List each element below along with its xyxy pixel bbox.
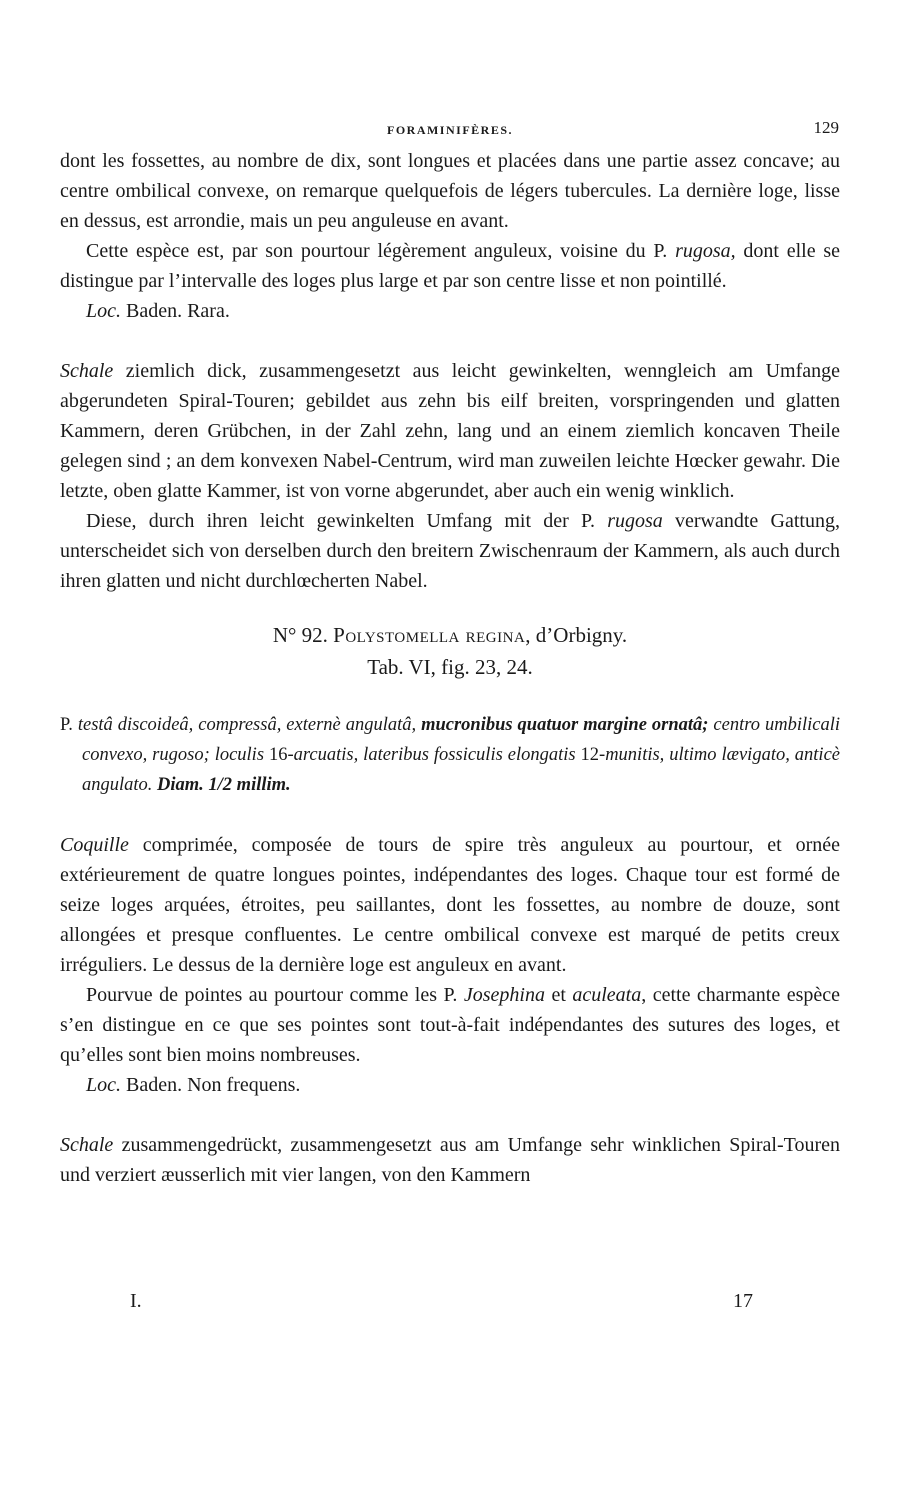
text-run: mucronibus quatuor margine ornatâ;: [421, 715, 709, 735]
text-run: comprimée, composée de tours de spire très anguleux au pourtour, et ornée extérieurement de quatre longues pointes, indépendantes des loges. Chaque tour est formé de seize loges arquées, étroites, peu saillantes, dont les fossettes, au nombre de douze, sont allongées et presque confluentes. Le centre ombilical convexe est marqué de petits creux irréguliers. Le dessus de la dernière loge est anguleux en avant.: [60, 834, 840, 976]
signature-mark: I.: [130, 1290, 142, 1312]
loc-label: Loc.: [86, 1074, 121, 1096]
text-run: verwandte Gattung, unterscheidet sich von derselben durch den breitern Zwischenraum der Kammern, als auch durch ihren glatten und nicht durchlœcherten Nabel.: [60, 510, 840, 592]
text-run: -munitis, ultimo lævigato, anticè angulato.: [82, 745, 840, 795]
sheet-number: 17: [733, 1290, 753, 1312]
text-run: et: [544, 984, 573, 1006]
text-run: Pourvue de pointes au pourtour comme les P.: [86, 984, 464, 1006]
text-run: Baden. Non frequens.: [121, 1074, 301, 1096]
coquille-label: Coquille: [60, 834, 129, 856]
paragraph-locality-2: [60, 1070, 840, 1100]
text-run: P.: [60, 715, 78, 735]
text-run: 16: [268, 745, 288, 765]
species-heading: [60, 620, 840, 650]
paragraph-french-comparison: [60, 236, 840, 296]
page-header: [0, 118, 900, 142]
species-name: aculeata: [572, 984, 642, 1006]
paragraph-german-comparison: [60, 506, 840, 596]
page-footer: [0, 1290, 900, 1320]
text-run: Cette espèce est, par son pourtour légèrement anguleux, voisine du P.: [86, 240, 676, 262]
paragraph-french-comparison-2: [60, 980, 840, 1070]
plate-reference: Tab. VI, fig. 23, 24.: [367, 655, 533, 679]
paragraph-french-description-2: [60, 830, 840, 980]
schale-label: Schale: [60, 360, 114, 382]
text-run: , cette charmante espèce s’en distingue en ce que ses pointes sont tout-à-fait indépendantes des sutures des loges, et qu’elles sont bien moins nombreuses.: [60, 984, 840, 1066]
species-name: rugosa: [607, 510, 663, 532]
text-run: dont elle se distingue par l’intervalle des loges plus large et par son centre lisse et non pointillé.: [60, 240, 840, 292]
paragraph-french-description: dont les fossettes, au nombre de dix, sont longues et placées dans une partie assez concave; au centre ombilical convexe, on remarque quelquefois de légers tubercules. La dernière loge, lisse en dessus, est arrondie, mais un peu anguleuse en avant.: [60, 150, 840, 232]
running-title: FORAMINIFÈRES.: [386, 123, 513, 137]
text-run: -arcuatis, lateribus fossiculis elongatis: [287, 745, 581, 765]
species-number: N° 92.: [272, 623, 334, 647]
text-run: Baden. Rara.: [121, 300, 230, 322]
page-number: 129: [813, 118, 839, 137]
paragraph-german-description-2: [60, 1130, 840, 1190]
species-author: , d’Orbigny.: [525, 623, 628, 647]
text-run: Diese, durch ihren leicht gewinkelten Umfang mit der P.: [86, 510, 608, 532]
species-name: rugosa,: [675, 240, 736, 262]
paragraph-locality: [60, 296, 840, 326]
text-run: centro umbilicali convexo, rugoso; loculis: [82, 715, 840, 765]
text-run: testâ discoideâ, compressâ, externè angulatâ,: [77, 715, 422, 735]
species-title: Polystomella regina: [333, 623, 526, 647]
text-run: Diam. 1/2 millim.: [157, 775, 291, 795]
page-body: [60, 146, 840, 1190]
text-run: ziemlich dick, zusammengesetzt aus leicht gewinkelten, wenngleich am Umfange abgerundeten Spiral-Touren; gebildet aus zehn bis eilf breiten, vorspringenden und glatten Kammern, deren Grübchen, in der Zahl zehn, lang und an einem ziemlich koncaven Theile gelegen sind ; an dem konvexen Nabel-Centrum, wird man zuweilen leichte Hœcker gewahr. Die letzte, oben glatte Kammer, ist von vorne abgerundet, aber auch ein wenig winklich.: [60, 360, 840, 502]
loc-label: Loc.: [86, 300, 121, 322]
schale-label: Schale: [60, 1134, 114, 1156]
species-name: Josephina: [463, 984, 545, 1006]
paragraph-german-description: [60, 356, 840, 506]
text-run: zusammengedrückt, zusammengesetzt aus am Umfange sehr winklichen Spiral-Touren und verziert æusserlich mit vier langen, von den Kammern: [60, 1134, 840, 1186]
latin-diagnosis: [60, 710, 840, 800]
text-run: 12: [580, 745, 600, 765]
